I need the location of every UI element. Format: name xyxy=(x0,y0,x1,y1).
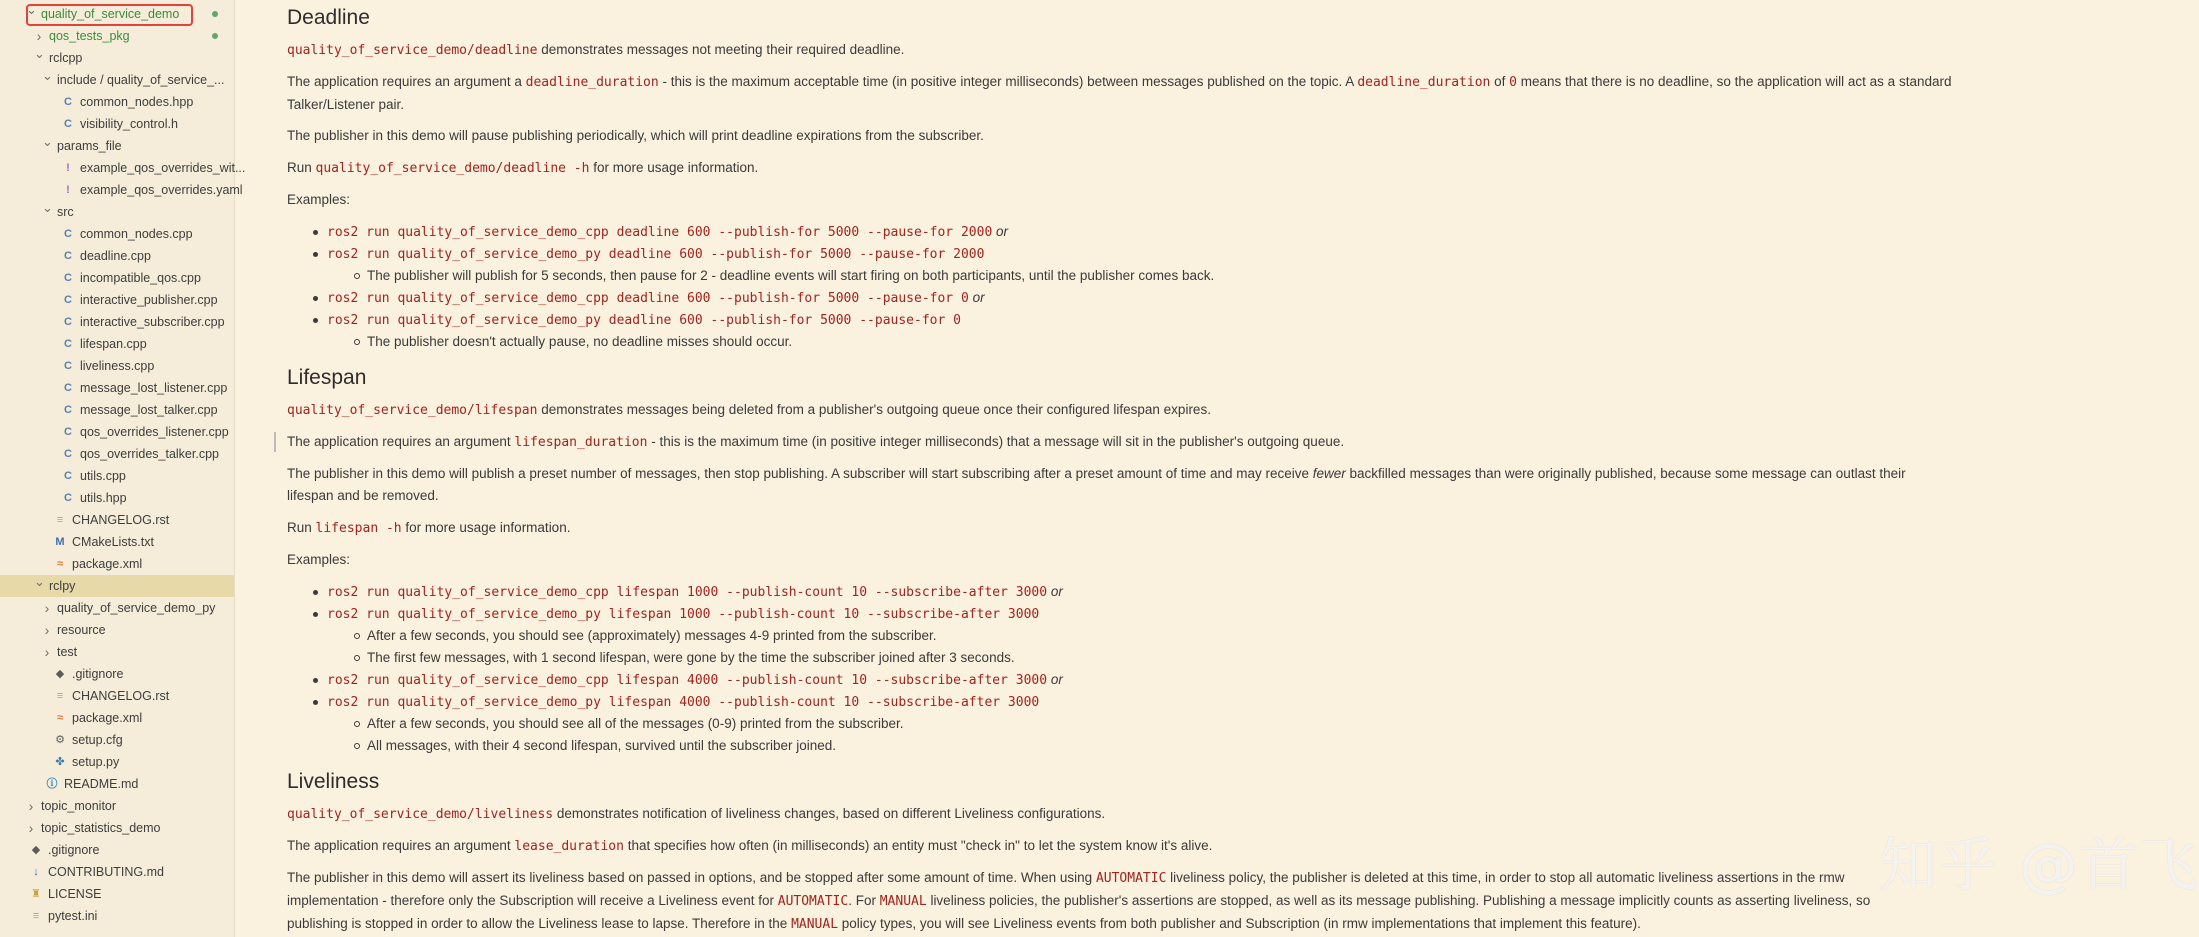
text: of xyxy=(1490,74,1510,89)
deadline-run xyxy=(287,157,2007,180)
text: After a few seconds, you should see all of the messages (0-9) printed from the subscriber. xyxy=(367,716,904,731)
deadline-intro xyxy=(287,39,2007,62)
info-icon: ⓘ xyxy=(46,778,58,790)
text: demonstrates messages not meeting their required deadline. xyxy=(537,42,905,57)
modified-dot-icon xyxy=(212,33,218,39)
cpp-file-icon: C xyxy=(64,228,72,240)
list-subitem xyxy=(367,735,836,757)
text: or xyxy=(1050,584,1063,599)
tree-item[interactable] xyxy=(0,487,234,509)
tree-item-label: .gitignore xyxy=(48,843,100,857)
cmake-file-icon: M xyxy=(55,536,65,548)
inline-code: MANUAL xyxy=(791,917,839,932)
tree-item-label: qos_overrides_listener.cpp xyxy=(80,425,229,439)
git-icon: ◆ xyxy=(55,668,65,680)
tree-item-label: .gitignore xyxy=(72,667,124,681)
tree-item[interactable] xyxy=(0,113,234,135)
tree-item[interactable] xyxy=(0,443,234,465)
chevron-down-icon: ⌄ xyxy=(34,46,45,61)
text-file-icon: ≡ xyxy=(56,690,64,702)
tree-item[interactable] xyxy=(0,355,234,377)
inline-code: deadline_duration xyxy=(525,75,659,90)
text: demonstrates messages being deleted from a publisher's outgoing queue once their configured lifespan expires. xyxy=(537,402,1211,417)
text: means that there is no deadline, so the application will act as a standard Talker/Listener pair. xyxy=(287,74,1952,112)
inline-code: quality_of_service_demo/deadline -h xyxy=(315,161,590,176)
chevron-right-icon: › xyxy=(28,798,34,814)
tree-item-label: CMakeLists.txt xyxy=(72,535,154,549)
inline-code: ros2 run quality_of_service_demo_cpp deadline 600 --publish-for 5000 --pause-for 0 xyxy=(327,291,969,306)
cpp-file-icon: C xyxy=(64,272,72,284)
text: The application requires an argument xyxy=(287,838,515,853)
inline-code: quality_of_service_demo/lifespan xyxy=(287,403,538,418)
yaml-file-icon: ! xyxy=(66,162,70,174)
xml-file-icon: ≈ xyxy=(56,558,64,570)
list-item xyxy=(327,581,1063,604)
tree-item[interactable] xyxy=(0,69,234,91)
inline-code: 0 xyxy=(1509,75,1517,90)
text: policy types, you will see Liveliness events from both publisher and Subscription (in rmw implementations that implement this feature). xyxy=(838,916,1641,931)
tree-item-label: topic_monitor xyxy=(41,799,117,813)
tree-item-label: incompatible_qos.cpp xyxy=(80,271,201,285)
inline-code: ros2 run quality_of_service_demo_py deadline 600 --publish-for 5000 --pause-for 2000 xyxy=(327,247,985,262)
liveliness-intro xyxy=(287,803,2007,826)
list-subitem xyxy=(367,625,937,647)
tree-item[interactable] xyxy=(0,245,234,267)
cpp-file-icon: C xyxy=(64,470,72,482)
license-icon: ♜ xyxy=(31,888,41,900)
tree-item[interactable] xyxy=(0,91,234,113)
markdown-icon: ↓ xyxy=(33,866,39,878)
text: Run xyxy=(287,160,316,175)
heading-liveliness: Liveliness xyxy=(287,770,380,793)
watermark: 知乎 @首飞 xyxy=(1879,831,2199,899)
inline-code: deadline_duration xyxy=(1357,75,1491,90)
text-file-icon: ≡ xyxy=(56,514,64,526)
text: liveliness policy, the publisher is deleted at this time, in order to stop all automatic liveliness assertions in the rmw xyxy=(1166,870,1845,885)
deadline-argument xyxy=(287,71,2007,116)
tree-item-label: resource xyxy=(57,623,106,637)
chevron-right-icon: › xyxy=(44,600,50,616)
tree-item[interactable] xyxy=(0,707,234,729)
tree-item-label: CONTRIBUTING.md xyxy=(48,865,164,879)
python-icon: ✤ xyxy=(55,756,65,768)
inline-code: AUTOMATIC xyxy=(1095,871,1167,886)
text: The publisher doesn't actually pause, no deadline misses should occur. xyxy=(367,334,793,349)
cpp-file-icon: C xyxy=(64,316,72,328)
yaml-file-icon: ! xyxy=(66,184,70,196)
tree-item[interactable] xyxy=(0,289,234,311)
tree-item-label: topic_statistics_demo xyxy=(41,821,161,835)
cpp-file-icon: C xyxy=(64,360,72,372)
list-item xyxy=(327,669,1063,692)
text: lifespan and be removed. xyxy=(287,488,439,503)
text: The publisher in this demo will assert its liveliness based on passed in options, and be stopped after some amount of time. When using xyxy=(287,870,1096,885)
inline-code: lease_duration xyxy=(514,839,624,854)
inline-code: ros2 run quality_of_service_demo_cpp lifespan 1000 --publish-count 10 --subscribe-after 3000 xyxy=(327,585,1048,600)
chevron-down-icon: ⌄ xyxy=(42,200,53,215)
tree-item[interactable] xyxy=(0,751,234,773)
tree-item-label: README.md xyxy=(64,777,139,791)
tree-item-label: lifespan.cpp xyxy=(80,337,147,351)
inline-code: ros2 run quality_of_service_demo_py deadline 600 --publish-for 5000 --pause-for 0 xyxy=(327,313,961,328)
inline-code: ros2 run quality_of_service_demo_py lifespan 4000 --publish-count 10 --subscribe-after 3000 xyxy=(327,695,1040,710)
tree-item[interactable] xyxy=(0,201,234,223)
chevron-right-icon: › xyxy=(44,622,50,638)
cpp-file-icon: C xyxy=(64,448,72,460)
inline-code: quality_of_service_demo/liveliness xyxy=(287,807,554,822)
cpp-file-icon: C xyxy=(64,404,72,416)
tree-item-label: CHANGELOG.rst xyxy=(72,689,170,703)
tree-item[interactable] xyxy=(0,663,234,685)
tree-item-label: example_qos_overrides_wit... xyxy=(80,161,246,175)
text: After a few seconds, you should see (approximately) messages 4-9 printed from the subscriber. xyxy=(367,628,937,643)
list-subitem xyxy=(367,331,792,353)
tree-item[interactable] xyxy=(0,179,243,201)
text: or xyxy=(1050,672,1063,687)
tree-item[interactable] xyxy=(0,267,234,289)
tree-item[interactable] xyxy=(0,773,234,795)
lifespan-run xyxy=(287,517,2007,540)
tree-item[interactable] xyxy=(0,157,246,179)
tree-item-label: interactive_publisher.cpp xyxy=(80,293,218,307)
deadline-examples-label: Examples: xyxy=(287,192,351,207)
tree-item[interactable] xyxy=(0,817,234,839)
inline-code: MANUAL xyxy=(879,894,927,909)
tree-item-label: visibility_control.h xyxy=(80,117,178,131)
text: liveliness policies, the publisher's assertions are stopped, as well as its message publishing. Publishing a message implicitly counts as asserting liveliness, so xyxy=(926,893,1871,908)
text: backfilled messages than were originally published, because some message can outlast their xyxy=(1345,466,1906,481)
text: The publisher will publish for 5 seconds, then pause for 2 - deadline events will start firing on both participants, until the publisher comes back. xyxy=(367,268,1215,283)
tree-item-label: rclcpp xyxy=(49,51,83,65)
text: implementation - therefore only the Subscription will receive a Liveliness event for xyxy=(287,893,778,908)
tree-item[interactable] xyxy=(0,839,234,861)
tree-item[interactable] xyxy=(0,597,234,619)
tree-item[interactable] xyxy=(0,861,234,883)
markdown-preview xyxy=(234,0,2199,937)
tree-item-label: qos_tests_pkg xyxy=(49,29,130,43)
tree-item-label: liveliness.cpp xyxy=(80,359,155,373)
list-subitem xyxy=(367,713,904,735)
text: - this is the maximum acceptable time (in positive integer milliseconds) between messages published on the topic. A xyxy=(658,74,1358,89)
tree-item-label: quality_of_service_demo_py xyxy=(57,601,216,615)
tree-item[interactable] xyxy=(0,685,234,707)
list-subitem xyxy=(367,647,1015,669)
file-explorer-sidebar xyxy=(0,0,246,937)
tree-item[interactable] xyxy=(0,399,234,421)
tree-item-label: include / quality_of_service_... xyxy=(57,73,225,87)
text: The publisher in this demo will publish a preset number of messages, then stop publishing. A subscriber will start subscribing after a preset amount of time and may receive xyxy=(287,466,1313,481)
c-file-icon: C xyxy=(64,96,72,108)
text: for more usage information. xyxy=(589,160,759,175)
inline-code: ros2 run quality_of_service_demo_py lifespan 1000 --publish-count 10 --subscribe-after 3000 xyxy=(327,607,1040,622)
tree-item[interactable] xyxy=(0,223,234,245)
gear-icon: ⚙ xyxy=(55,734,65,746)
list-subitem xyxy=(367,265,1214,287)
text: for more usage information. xyxy=(401,520,571,535)
tree-item-label: setup.py xyxy=(72,755,120,769)
lifespan-publish-desc xyxy=(287,463,2007,507)
tree-item-label: common_nodes.hpp xyxy=(80,95,194,109)
tree-item[interactable] xyxy=(0,509,234,531)
tree-item[interactable] xyxy=(0,47,234,69)
list-item xyxy=(327,691,1039,714)
tree-item[interactable] xyxy=(0,465,234,487)
heading-deadline: Deadline xyxy=(287,6,370,29)
inline-code: ros2 run quality_of_service_demo_cpp deadline 600 --publish-for 5000 --pause-for 2000 xyxy=(327,225,993,240)
tree-item-label: deadline.cpp xyxy=(80,249,151,263)
lifespan-intro xyxy=(287,399,2007,422)
text: - this is the maximum time (in positive integer milliseconds) that a message will sit in the publisher's outgoing queue. xyxy=(647,434,1345,449)
tree-item[interactable] xyxy=(0,883,234,905)
list-item xyxy=(327,287,985,310)
liveliness-argument xyxy=(287,835,2007,858)
tree-item[interactable] xyxy=(0,377,234,399)
text: or xyxy=(972,290,985,305)
tree-item-label: utils.hpp xyxy=(80,491,127,505)
tree-item-label: quality_of_service_demo xyxy=(41,7,180,21)
tree-item-label: interactive_subscriber.cpp xyxy=(80,315,225,329)
tree-item-label: utils.cpp xyxy=(80,469,126,483)
chevron-down-icon: ⌄ xyxy=(42,134,53,149)
tree-item-label: example_qos_overrides.yaml xyxy=(80,183,243,197)
tree-item[interactable] xyxy=(0,135,234,157)
chevron-down-icon: ⌄ xyxy=(42,68,53,83)
modified-dot-icon xyxy=(212,11,218,17)
lifespan-examples-label: Examples: xyxy=(287,552,351,567)
text: The application requires an argument xyxy=(287,434,515,449)
tree-item[interactable] xyxy=(0,531,234,553)
tree-item[interactable] xyxy=(0,575,234,597)
text: The application requires an argument a xyxy=(287,74,526,89)
tree-item[interactable] xyxy=(0,795,234,817)
tree-item-label: pytest.ini xyxy=(48,909,98,923)
heading-lifespan: Lifespan xyxy=(287,366,367,389)
tree-item-label: src xyxy=(57,205,74,219)
text: publishing is stopped in order to allow the Liveliness lease to lapse. Therefore in the xyxy=(287,916,792,931)
inline-code: lifespan -h xyxy=(315,521,402,536)
tree-item[interactable] xyxy=(0,311,234,333)
highlight-box xyxy=(26,4,193,26)
tree-item-label: CHANGELOG.rst xyxy=(72,513,170,527)
inline-code: lifespan_duration xyxy=(514,435,648,450)
tree-item-label: test xyxy=(57,645,78,659)
tree-item-label: message_lost_talker.cpp xyxy=(80,403,218,417)
inline-code: ros2 run quality_of_service_demo_cpp lifespan 4000 --publish-count 10 --subscribe-after 3000 xyxy=(327,673,1048,688)
text: All messages, with their 4 second lifespan, survived until the subscriber joined. xyxy=(367,738,836,753)
xml-file-icon: ≈ xyxy=(56,712,64,724)
chevron-down-icon: ⌄ xyxy=(26,2,37,17)
chevron-right-icon: › xyxy=(36,28,42,44)
inline-code: AUTOMATIC xyxy=(777,894,849,909)
tree-item-label: setup.cfg xyxy=(72,733,123,747)
tree-item-label: qos_overrides_talker.cpp xyxy=(80,447,219,461)
text: Run xyxy=(287,520,316,535)
text: . For xyxy=(848,893,880,908)
tree-item[interactable] xyxy=(0,641,234,663)
liveliness-desc xyxy=(287,867,2007,936)
list-item xyxy=(327,309,961,332)
tree-item-label: package.xml xyxy=(72,557,143,571)
tree-item[interactable] xyxy=(0,729,234,751)
cpp-file-icon: C xyxy=(64,294,72,306)
tree-item-label: message_lost_listener.cpp xyxy=(80,381,228,395)
tree-item-label: LICENSE xyxy=(48,887,102,901)
cpp-file-icon: C xyxy=(64,492,72,504)
cpp-file-icon: C xyxy=(64,382,72,394)
text: or xyxy=(996,224,1009,239)
tree-item[interactable] xyxy=(0,421,234,443)
list-item xyxy=(327,221,1008,244)
tree-item[interactable] xyxy=(0,333,234,355)
text-file-icon: ≡ xyxy=(32,910,40,922)
c-file-icon: C xyxy=(64,118,72,130)
text: fewer xyxy=(1312,466,1346,481)
text: demonstrates notification of liveliness changes, based on different Liveliness configurations. xyxy=(553,806,1106,821)
tree-item-label: params_file xyxy=(57,139,122,153)
text: The first few messages, with 1 second lifespan, were gone by the time the subscriber joined after 3 seconds. xyxy=(367,650,1015,665)
tree-item[interactable] xyxy=(0,905,234,927)
tree-item-label: common_nodes.cpp xyxy=(80,227,193,241)
tree-item-label: package.xml xyxy=(72,711,143,725)
cpp-file-icon: C xyxy=(64,338,72,350)
deadline-pause-desc: The publisher in this demo will pause publishing periodically, which will print deadline expirations from the subscriber. xyxy=(287,128,984,143)
chevron-right-icon: › xyxy=(44,644,50,660)
git-icon: ◆ xyxy=(31,844,41,856)
lifespan-argument xyxy=(287,431,2007,454)
cpp-file-icon: C xyxy=(64,250,72,262)
chevron-down-icon: ⌄ xyxy=(34,574,45,589)
tree-item[interactable] xyxy=(0,619,234,641)
inline-code: quality_of_service_demo/deadline xyxy=(287,43,538,58)
list-item xyxy=(327,243,984,266)
cpp-file-icon: C xyxy=(64,426,72,438)
tree-item-label: rclpy xyxy=(49,579,76,593)
text: that specifies how often (in milliseconds) an entity must "check in" to let the system know it's alive. xyxy=(623,838,1213,853)
list-item xyxy=(327,603,1039,626)
cursor-line-marker xyxy=(274,432,276,452)
chevron-right-icon: › xyxy=(28,820,34,836)
